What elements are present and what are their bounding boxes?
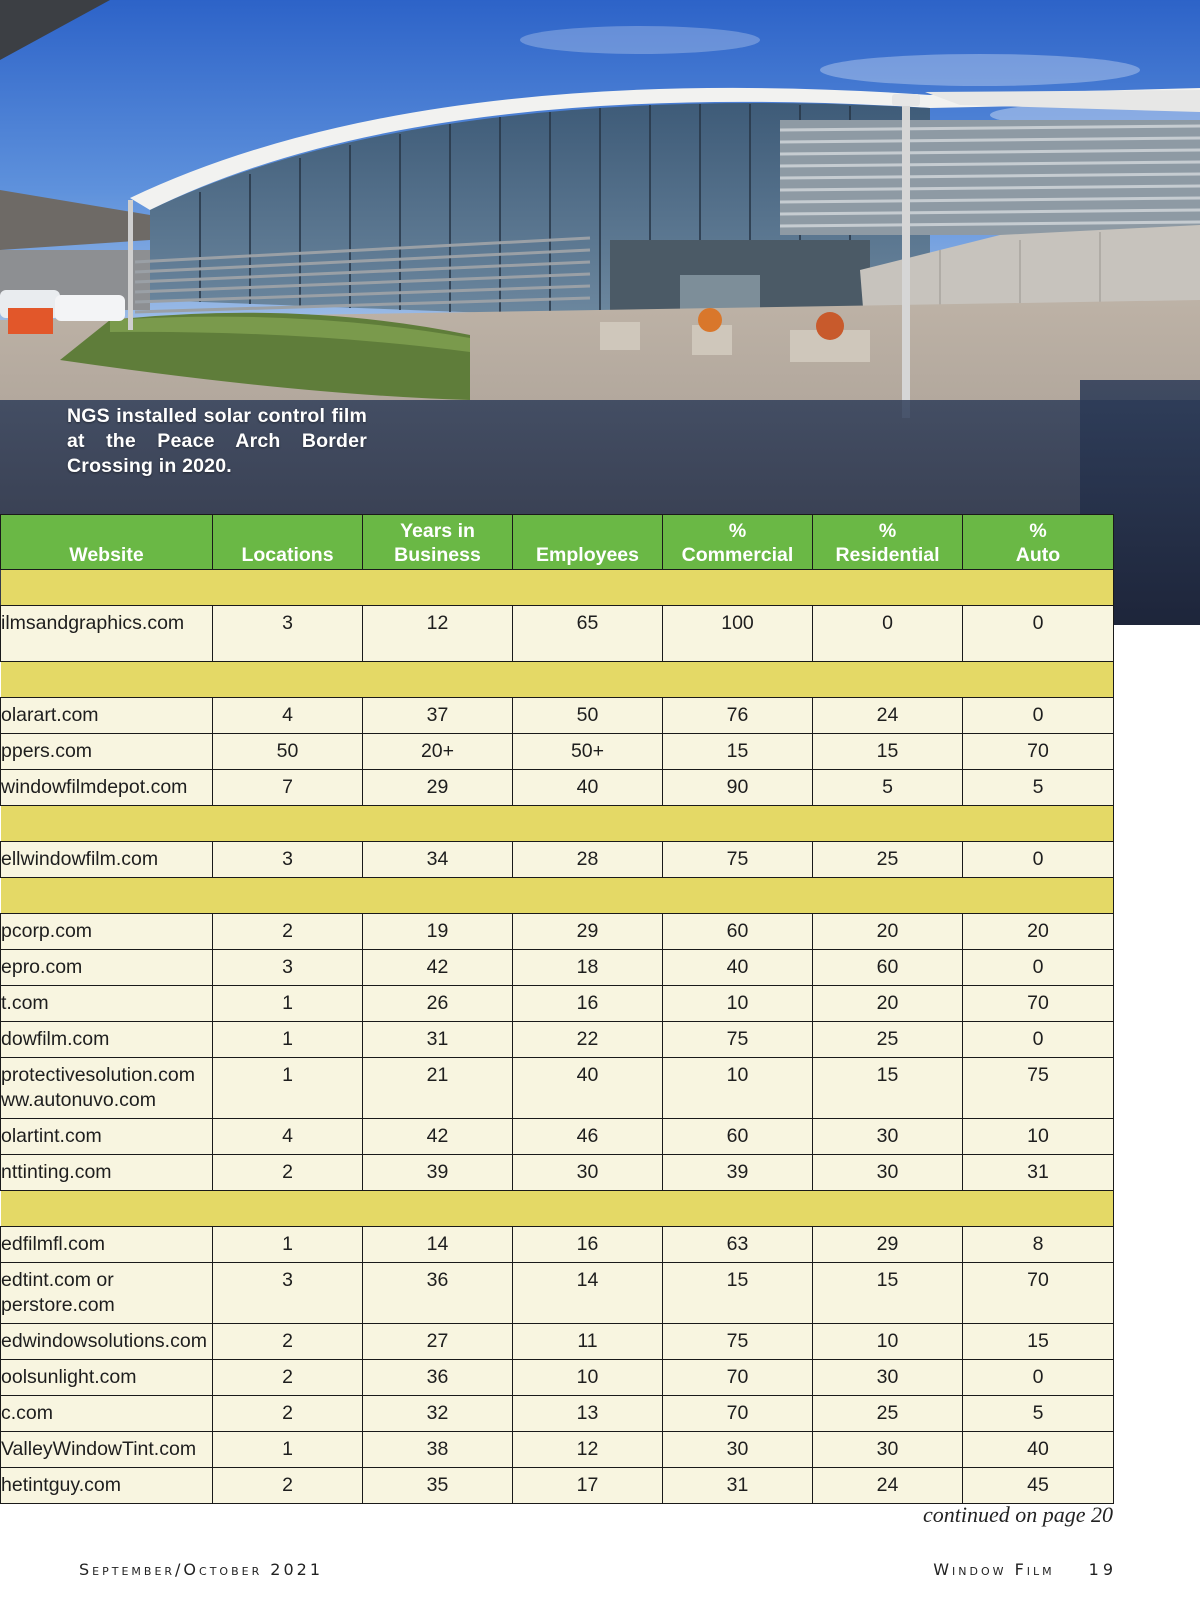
column-header-label: Website — [69, 544, 144, 566]
value-cell: 2 — [213, 1396, 363, 1432]
value-cell: 2 — [213, 1155, 363, 1191]
value-cell: 37 — [363, 698, 513, 734]
column-header-label: % — [1029, 520, 1047, 542]
value-cell: 1 — [213, 1058, 363, 1119]
value-cell: 20 — [963, 914, 1114, 950]
website-cell — [1, 1468, 213, 1504]
value-cell: 40 — [663, 950, 813, 986]
value-cell: 31 — [663, 1468, 813, 1504]
value-cell: 15 — [813, 734, 963, 770]
website-cell — [1, 986, 213, 1022]
dealer-data-table — [0, 514, 1114, 1504]
value-cell: 19 — [363, 914, 513, 950]
value-cell: 75 — [663, 1324, 813, 1360]
value-cell: 3 — [213, 1263, 363, 1324]
value-cell: 25 — [813, 842, 963, 878]
column-header-label: % — [878, 520, 897, 542]
value-cell: 45 — [963, 1468, 1114, 1504]
value-cell: 12 — [363, 606, 513, 662]
value-cell: 13 — [513, 1396, 663, 1432]
value-cell: 29 — [513, 914, 663, 950]
column-header-label: Commercial — [681, 544, 794, 566]
table-row — [1, 1058, 1114, 1119]
value-cell: 50+ — [513, 734, 663, 770]
page-number: 19 — [1088, 1560, 1117, 1579]
column-header-label: Business — [394, 544, 481, 566]
value-cell: 5 — [963, 1396, 1114, 1432]
value-cell: 35 — [363, 1468, 513, 1504]
value-cell: 39 — [363, 1155, 513, 1191]
value-cell: 30 — [813, 1360, 963, 1396]
group-band-cell — [1, 662, 1114, 698]
value-cell: 30 — [513, 1155, 663, 1191]
value-cell: 50 — [213, 734, 363, 770]
column-header-label: Auto — [1015, 544, 1061, 566]
website-cell — [1, 1263, 213, 1324]
value-cell: 14 — [363, 1227, 513, 1263]
dealer-table — [0, 514, 1113, 1504]
group-band — [1, 1191, 1114, 1227]
table-row — [1, 1155, 1114, 1191]
value-cell: 1 — [213, 986, 363, 1022]
value-cell: 8 — [963, 1227, 1114, 1263]
value-cell: 31 — [363, 1022, 513, 1058]
website-cell — [1, 914, 213, 950]
table-row — [1, 1022, 1114, 1058]
value-cell: 29 — [363, 770, 513, 806]
table-row — [1, 986, 1114, 1022]
value-cell: 15 — [813, 1058, 963, 1119]
website-line: windowfilmdepot.com — [1, 776, 188, 798]
value-cell: 38 — [363, 1432, 513, 1468]
value-cell: 0 — [963, 842, 1114, 878]
group-band — [1, 570, 1114, 606]
website-cell — [1, 1058, 213, 1119]
website-line: ValleyWindowTint.com — [1, 1438, 197, 1460]
value-cell: 3 — [213, 842, 363, 878]
value-cell: 46 — [513, 1119, 663, 1155]
website-cell — [1, 606, 213, 662]
value-cell: 3 — [213, 606, 363, 662]
value-cell: 3 — [213, 950, 363, 986]
value-cell: 10 — [663, 986, 813, 1022]
value-cell: 0 — [963, 950, 1114, 986]
value-cell: 14 — [513, 1263, 663, 1324]
website-line: edtint.com or — [1, 1269, 114, 1291]
value-cell: 20 — [813, 914, 963, 950]
column-header-label: Years in — [400, 520, 475, 542]
table-row — [1, 698, 1114, 734]
table-row — [1, 1263, 1114, 1324]
value-cell: 0 — [963, 1022, 1114, 1058]
website-line: dowfilm.com — [1, 1028, 110, 1050]
value-cell: 40 — [963, 1432, 1114, 1468]
value-cell: 15 — [663, 1263, 813, 1324]
website-cell — [1, 1432, 213, 1468]
table-row — [1, 950, 1114, 986]
table-row — [1, 842, 1114, 878]
website-cell — [1, 1396, 213, 1432]
group-band-cell — [1, 1191, 1114, 1227]
value-cell: 70 — [963, 1263, 1114, 1324]
value-cell: 90 — [663, 770, 813, 806]
value-cell: 0 — [963, 1360, 1114, 1396]
table-row — [1, 770, 1114, 806]
value-cell: 42 — [363, 1119, 513, 1155]
value-cell: 26 — [363, 986, 513, 1022]
value-cell: 32 — [363, 1396, 513, 1432]
value-cell: 7 — [213, 770, 363, 806]
value-cell: 15 — [663, 734, 813, 770]
group-band-cell — [1, 878, 1114, 914]
group-band — [1, 662, 1114, 698]
value-cell: 63 — [663, 1227, 813, 1263]
value-cell: 0 — [813, 606, 963, 662]
website-cell — [1, 1324, 213, 1360]
column-header-label: Residential — [835, 544, 940, 566]
value-cell: 24 — [813, 698, 963, 734]
website-line: ilmsandgraphics.com — [1, 612, 185, 634]
website-line: edfilmfl.com — [1, 1233, 106, 1255]
value-cell: 30 — [813, 1432, 963, 1468]
column-header-label: % — [728, 520, 747, 542]
value-cell: 30 — [813, 1155, 963, 1191]
value-cell: 25 — [813, 1022, 963, 1058]
table-row — [1, 1468, 1114, 1504]
value-cell: 1 — [213, 1432, 363, 1468]
value-cell: 60 — [663, 1119, 813, 1155]
table-header — [1, 515, 1114, 570]
continued-note: continued on page 20 — [922, 1502, 1113, 1527]
value-cell: 100 — [663, 606, 813, 662]
photo-caption: NGS installed solar control film at the Peace Arch Border Crossing in 2020. — [67, 405, 367, 477]
value-cell: 5 — [813, 770, 963, 806]
issue-date: September/October 2021 — [79, 1560, 324, 1579]
column-header — [813, 515, 963, 570]
website-line: t.com — [1, 992, 49, 1014]
table-row — [1, 1396, 1114, 1432]
value-cell: 24 — [813, 1468, 963, 1504]
value-cell: 10 — [663, 1058, 813, 1119]
value-cell: 15 — [813, 1263, 963, 1324]
value-cell: 39 — [663, 1155, 813, 1191]
value-cell: 4 — [213, 698, 363, 734]
value-cell: 70 — [663, 1360, 813, 1396]
column-header-label: Locations — [241, 544, 334, 566]
website-cell — [1, 734, 213, 770]
value-cell: 29 — [813, 1227, 963, 1263]
table-row — [1, 1324, 1114, 1360]
website-line: edwindowsolutions.com — [1, 1330, 207, 1352]
column-header — [513, 515, 663, 570]
table-row — [1, 914, 1114, 950]
value-cell: 65 — [513, 606, 663, 662]
value-cell: 1 — [213, 1227, 363, 1263]
value-cell: 20+ — [363, 734, 513, 770]
column-header — [663, 515, 813, 570]
table-row — [1, 1432, 1114, 1468]
value-cell: 25 — [813, 1396, 963, 1432]
table-row — [1, 1360, 1114, 1396]
website-cell — [1, 770, 213, 806]
website-cell — [1, 1360, 213, 1396]
website-line: olarart.com — [1, 704, 99, 726]
website-line: protectivesolution.com — [1, 1064, 196, 1086]
value-cell: 2 — [213, 1360, 363, 1396]
value-cell: 31 — [963, 1155, 1114, 1191]
website-line: olartint.com — [1, 1125, 102, 1147]
value-cell: 21 — [363, 1058, 513, 1119]
value-cell: 10 — [513, 1360, 663, 1396]
table-body — [1, 570, 1114, 1504]
column-header-label: Employees — [536, 544, 639, 566]
value-cell: 36 — [363, 1360, 513, 1396]
header-row — [1, 515, 1114, 570]
value-cell: 60 — [663, 914, 813, 950]
value-cell: 17 — [513, 1468, 663, 1504]
value-cell: 50 — [513, 698, 663, 734]
website-cell — [1, 698, 213, 734]
website-cell — [1, 1227, 213, 1263]
value-cell: 2 — [213, 1324, 363, 1360]
value-cell: 18 — [513, 950, 663, 986]
value-cell: 30 — [663, 1432, 813, 1468]
column-header — [363, 515, 513, 570]
table-row — [1, 1227, 1114, 1263]
column-header — [1, 515, 213, 570]
value-cell: 27 — [363, 1324, 513, 1360]
website-cell — [1, 1119, 213, 1155]
group-band-cell — [1, 570, 1114, 606]
value-cell: 70 — [663, 1396, 813, 1432]
value-cell: 22 — [513, 1022, 663, 1058]
value-cell: 10 — [813, 1324, 963, 1360]
column-header — [963, 515, 1114, 570]
value-cell: 75 — [663, 1022, 813, 1058]
value-cell: 76 — [663, 698, 813, 734]
value-cell: 40 — [513, 770, 663, 806]
value-cell: 70 — [963, 986, 1114, 1022]
column-header — [213, 515, 363, 570]
value-cell: 34 — [363, 842, 513, 878]
value-cell: 60 — [813, 950, 963, 986]
value-cell: 42 — [363, 950, 513, 986]
website-line: oolsunlight.com — [1, 1366, 137, 1388]
value-cell: 30 — [813, 1119, 963, 1155]
website-cell — [1, 1022, 213, 1058]
value-cell: 2 — [213, 914, 363, 950]
value-cell: 15 — [963, 1324, 1114, 1360]
website-cell — [1, 1155, 213, 1191]
group-band — [1, 806, 1114, 842]
website-line: c.com — [1, 1402, 54, 1424]
value-cell: 0 — [963, 698, 1114, 734]
value-cell: 5 — [963, 770, 1114, 806]
value-cell: 10 — [963, 1119, 1114, 1155]
value-cell: 11 — [513, 1324, 663, 1360]
value-cell: 0 — [963, 606, 1114, 662]
website-line: hetintguy.com — [1, 1474, 121, 1496]
magazine-footer — [933, 1560, 1117, 1579]
group-band-cell — [1, 806, 1114, 842]
table-row — [1, 1119, 1114, 1155]
group-band — [1, 878, 1114, 914]
value-cell: 70 — [963, 734, 1114, 770]
value-cell: 75 — [963, 1058, 1114, 1119]
value-cell: 16 — [513, 1227, 663, 1263]
value-cell: 36 — [363, 1263, 513, 1324]
website-line: perstore.com — [1, 1294, 115, 1316]
website-line: ww.autonuvo.com — [1, 1089, 157, 1111]
value-cell: 12 — [513, 1432, 663, 1468]
value-cell: 4 — [213, 1119, 363, 1155]
value-cell: 20 — [813, 986, 963, 1022]
value-cell: 1 — [213, 1022, 363, 1058]
website-line: nttinting.com — [1, 1161, 112, 1183]
value-cell: 75 — [663, 842, 813, 878]
value-cell: 40 — [513, 1058, 663, 1119]
table-row — [1, 734, 1114, 770]
value-cell: 28 — [513, 842, 663, 878]
website-line: pcorp.com — [1, 920, 93, 942]
website-cell — [1, 842, 213, 878]
website-line: epro.com — [1, 956, 83, 978]
magazine-name: Window Film — [933, 1560, 1055, 1579]
website-line: ppers.com — [1, 740, 93, 762]
website-cell — [1, 950, 213, 986]
website-line: ellwindowfilm.com — [1, 848, 159, 870]
value-cell: 2 — [213, 1468, 363, 1504]
value-cell: 16 — [513, 986, 663, 1022]
table-row — [1, 606, 1114, 662]
